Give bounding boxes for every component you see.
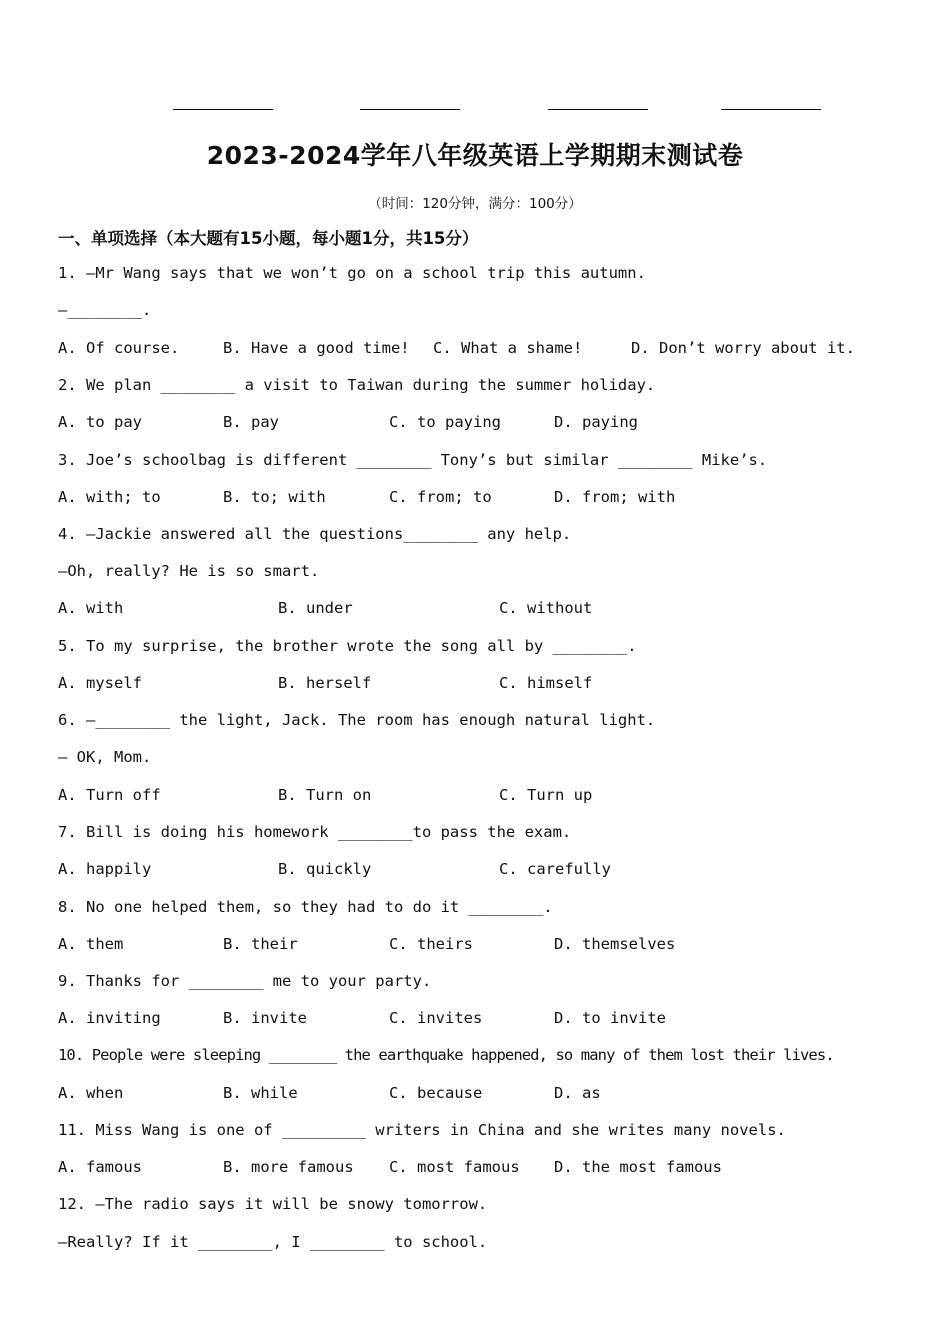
option-c[interactable]: C. theirs	[389, 935, 473, 953]
question-11-options	[58, 1156, 918, 1178]
question-6-stem: 6. —________ the light, Jack. The room has enough natural light.	[58, 711, 656, 729]
blank-line-3[interactable]	[548, 109, 648, 110]
blank-line-4[interactable]	[721, 109, 821, 110]
option-d[interactable]: D. to invite	[554, 1009, 666, 1027]
option-b[interactable]: B. herself	[278, 674, 372, 692]
question-1-options	[58, 337, 918, 359]
question-9-stem: 9. Thanks for ________ me to your party.	[58, 972, 432, 990]
option-b[interactable]: B. quickly	[278, 860, 372, 878]
option-b[interactable]: B. Have a good time!	[223, 339, 410, 357]
option-c[interactable]: C. What a shame!	[433, 339, 583, 357]
option-d[interactable]: D. the most famous	[554, 1158, 722, 1176]
question-1-reply: —________.	[58, 301, 152, 319]
question-11-stem: 11. Miss Wang is one of _________ writers in China and she writes many novels.	[58, 1121, 786, 1139]
blank-line-1[interactable]	[173, 109, 273, 110]
option-a[interactable]: A. Turn off	[58, 786, 161, 804]
question-4-reply: —Oh, really? He is so smart.	[58, 562, 320, 580]
option-a[interactable]: A. famous	[58, 1158, 142, 1176]
option-c[interactable]: C. without	[499, 599, 593, 617]
option-c[interactable]: C. carefully	[499, 860, 611, 878]
option-a[interactable]: A. to pay	[58, 413, 142, 431]
option-a[interactable]: A. myself	[58, 674, 142, 692]
question-6-options	[58, 784, 918, 806]
option-c[interactable]: C. Turn up	[499, 786, 593, 804]
option-a[interactable]: A. inviting	[58, 1009, 161, 1027]
option-c[interactable]: C. because	[389, 1084, 483, 1102]
blank-line-2[interactable]	[360, 109, 460, 110]
option-a[interactable]: A. happily	[58, 860, 152, 878]
option-b[interactable]: B. to; with	[223, 488, 326, 506]
option-c[interactable]: C. most famous	[389, 1158, 520, 1176]
option-c[interactable]: C. from; to	[389, 488, 492, 506]
option-b[interactable]: B. their	[223, 935, 298, 953]
question-10-stem: 10. People were sleeping ________ the earthquake happened, so many of them lost their lives.	[58, 1046, 834, 1064]
option-c[interactable]: C. to paying	[389, 413, 501, 431]
question-3-options	[58, 486, 918, 508]
question-8-stem: 8. No one helped them, so they had to do it ________.	[58, 898, 553, 916]
question-5-stem: 5. To my surprise, the brother wrote the song all by ________.	[58, 637, 637, 655]
option-a[interactable]: A. with; to	[58, 488, 161, 506]
option-b[interactable]: B. Turn on	[278, 786, 372, 804]
option-a[interactable]: A. when	[58, 1084, 124, 1102]
option-b[interactable]: B. while	[223, 1084, 298, 1102]
question-7-stem: 7. Bill is doing his homework ________to pass the exam.	[58, 823, 572, 841]
question-2-options	[58, 411, 918, 433]
option-a[interactable]: A. them	[58, 935, 124, 953]
page-title: 2023-2024学年八年级英语上学期期末测试卷	[206, 141, 744, 170]
option-a[interactable]: A. with	[58, 599, 124, 617]
option-a[interactable]: A. Of course.	[58, 339, 180, 357]
question-4-options	[58, 597, 918, 619]
name-class-blanks	[0, 95, 950, 115]
option-b[interactable]: B. invite	[223, 1009, 307, 1027]
question-6-reply: — OK, Mom.	[58, 748, 152, 766]
option-d[interactable]: D. paying	[554, 413, 638, 431]
option-b[interactable]: B. under	[278, 599, 353, 617]
question-12-reply: —Really? If it ________, I ________ to school.	[58, 1233, 488, 1251]
option-b[interactable]: B. more famous	[223, 1158, 354, 1176]
question-10-options	[58, 1082, 918, 1104]
option-d[interactable]: D. Don’t worry about it.	[631, 339, 855, 357]
section-heading: 一、单项选择（本大题有15小题，每小题1分，共15分）	[58, 229, 479, 248]
question-3-stem: 3. Joe’s schoolbag is different ________ Tony’s but similar ________ Mike’s.	[58, 451, 768, 469]
question-5-options	[58, 672, 918, 694]
question-7-options	[58, 858, 918, 880]
question-9-options	[58, 1007, 918, 1029]
option-d[interactable]: D. from; with	[554, 488, 676, 506]
option-c[interactable]: C. invites	[389, 1009, 483, 1027]
question-8-options	[58, 933, 918, 955]
question-12-stem: 12. —The radio says it will be snowy tomorrow.	[58, 1195, 488, 1213]
option-d[interactable]: D. themselves	[554, 935, 676, 953]
option-c[interactable]: C. himself	[499, 674, 593, 692]
exam-info: （时间：120分钟，满分：100分）	[368, 196, 582, 212]
option-b[interactable]: B. pay	[223, 413, 279, 431]
option-d[interactable]: D. as	[554, 1084, 601, 1102]
question-4-stem: 4. —Jackie answered all the questions________ any help.	[58, 525, 572, 543]
question-1-stem: 1. —Mr Wang says that we won’t go on a school trip this autumn.	[58, 264, 646, 282]
question-2-stem: 2. We plan ________ a visit to Taiwan during the summer holiday.	[58, 376, 656, 394]
